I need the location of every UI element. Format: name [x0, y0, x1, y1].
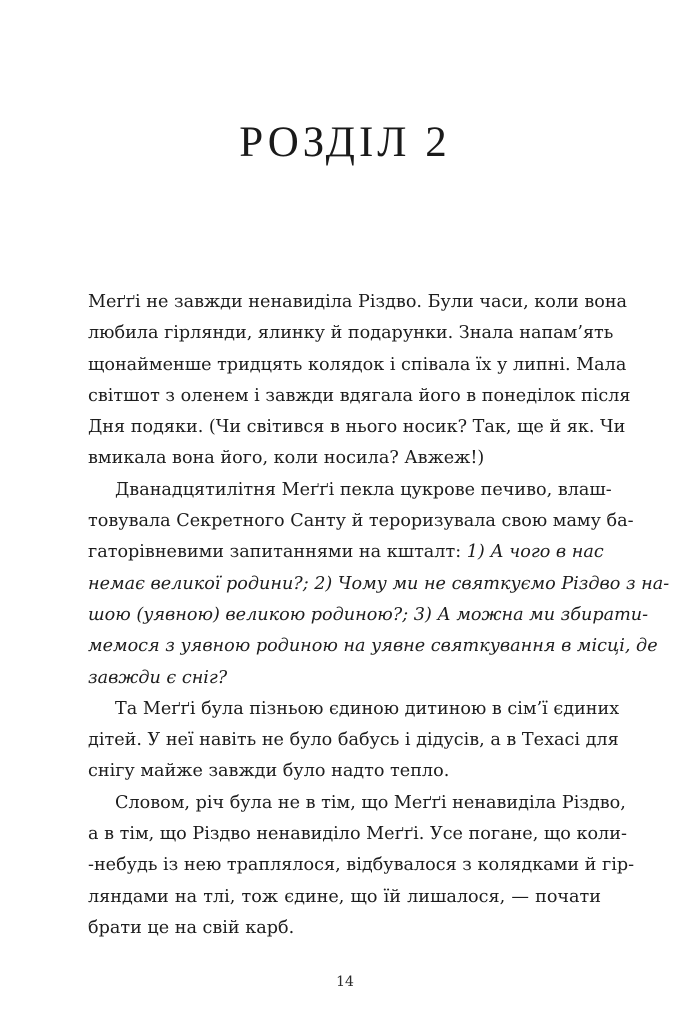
text-line: вмикала вона його, коли носила? Авжеж!): [88, 448, 485, 469]
text-line: мемося з уявною родиною на уявне святкування в місці, де: [88, 636, 658, 657]
text-line: ляндами на тлі, тож єдине, що їй лишалося, — почати: [88, 886, 601, 907]
text-line: Та Меґґі була пізньою єдиною дитиною в сім’ї єдиних: [115, 698, 620, 719]
text-line: снігу майже завжди було надто тепло.: [88, 761, 450, 782]
text-fragment: гаторівневими запитаннями на кшталт:: [88, 542, 462, 563]
text-line: брати це на свій карб.: [88, 917, 295, 938]
page-number: 14: [336, 974, 354, 990]
text-line: Словом, річ була не в тім, що Меґґі ненавиділа Різдво,: [115, 792, 626, 813]
text-line: Дня подяки. (Чи світився в нього носик? Так, ще й як. Чи: [88, 417, 626, 438]
text-line: а в тім, що Різдво ненавиділо Меґґі. Усе погане, що коли-: [88, 824, 627, 845]
text-line: любила гірлянди, ялинку й подарунки. Знала напам’ять: [88, 323, 614, 344]
text-line: Дванадцятилітня Меґґі пекла цукрове печиво, влаш-: [115, 479, 612, 500]
paragraph: [88, 475, 670, 694]
text-line: завжди є сніг?: [88, 667, 228, 688]
paragraph: [88, 788, 635, 944]
text-line: шою (уявною) великою родиною?; 3) А можна ми збирати-: [88, 604, 649, 625]
paragraph: [88, 287, 631, 475]
chapter-title: РОЗДІЛ 2: [239, 119, 451, 166]
text-line: -небудь із нею траплялося, відбувалося з колядками й гір-: [88, 855, 635, 876]
text-line: немає великої родини?; 2) Чому ми не святкуємо Різдво з на-: [88, 573, 670, 594]
text-line: товувала Секретного Санту й тероризувала свою маму ба-: [88, 511, 634, 532]
paragraph: [88, 694, 620, 788]
text-line: дітей. У неї навіть не було бабусь і дідусів, а в Техасі для: [88, 730, 619, 751]
chapter-body: [88, 287, 670, 944]
text-line: Меґґі не завжди ненавиділа Різдво. Були часи, коли вона: [88, 292, 628, 312]
text-line: світшот з оленем і завжди вдягала його в понеділок після: [88, 385, 631, 406]
italic-question: 1) А чого в нас: [466, 542, 604, 563]
text-line: [88, 537, 604, 568]
text-line: щонайменше тридцять колядок і співала їх у липні. Мала: [88, 354, 627, 375]
